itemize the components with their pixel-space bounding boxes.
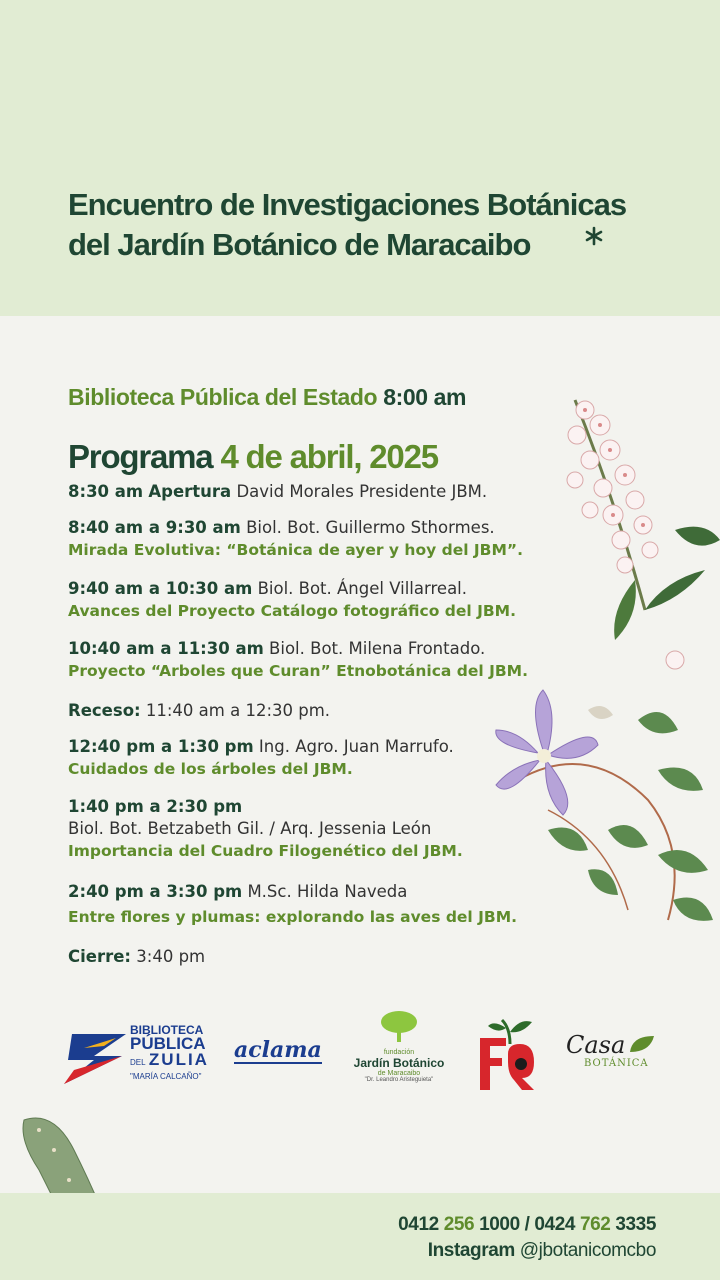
tree-icon bbox=[379, 1010, 419, 1044]
venue-place: Biblioteca Pública del Estado bbox=[68, 384, 378, 410]
botanica-text: BOTÁNICA bbox=[584, 1058, 649, 1069]
venue-time: 8:00 am bbox=[383, 384, 467, 410]
sponsor-logos bbox=[0, 1010, 720, 1100]
schedule-item bbox=[68, 701, 330, 720]
biblioteca-publica-zulia-logo bbox=[64, 1024, 214, 1090]
schedule-time: 2:40 pm a 3:30 pm bbox=[68, 882, 243, 901]
instagram-handle: @jbotanicomcbo bbox=[514, 1240, 656, 1261]
bpz-line-3: ZULIA bbox=[148, 1050, 209, 1069]
asterisk-icon bbox=[584, 226, 604, 246]
schedule-time: 8:40 am a 9:30 am bbox=[68, 518, 241, 537]
program-heading bbox=[68, 438, 438, 476]
phone-part: 3335 bbox=[610, 1214, 656, 1235]
bpz-del: DEL bbox=[130, 1058, 146, 1067]
page-title bbox=[68, 185, 688, 265]
schedule-topic: Cuidados de los árboles del JBM. bbox=[68, 760, 353, 778]
phone-numbers bbox=[398, 1212, 656, 1238]
white-flower-illustration-icon bbox=[555, 380, 720, 670]
program-date: 4 de abril, 2025 bbox=[220, 438, 438, 475]
header-band bbox=[0, 0, 720, 316]
schedule-item bbox=[68, 518, 523, 559]
contact-info bbox=[398, 1212, 656, 1264]
schedule-speaker: David Morales Presidente JBM. bbox=[231, 482, 488, 501]
schedule-speaker: Biol. Bot. Ángel Villarreal. bbox=[252, 579, 468, 598]
jbm-fundacion: fundación bbox=[383, 1049, 415, 1056]
schedule-item bbox=[68, 639, 528, 680]
aclama-logo: aclama bbox=[234, 1037, 322, 1063]
fa-logo bbox=[476, 1014, 542, 1094]
schedule-time: 10:40 am a 11:30 am bbox=[68, 639, 264, 658]
instagram-line bbox=[398, 1238, 656, 1264]
schedule-speaker: Biol. Bot. Guillermo Sthormes. bbox=[240, 518, 495, 537]
jbm-city: de Maracaibo bbox=[377, 1070, 421, 1077]
schedule-label: Receso: bbox=[68, 701, 141, 720]
title-organization: Jardín Botánico de Maracaibo bbox=[117, 227, 531, 262]
venue-line bbox=[68, 384, 466, 411]
leaf-icon bbox=[628, 1034, 656, 1054]
bpz-line-2: PÚBLICA bbox=[130, 1034, 206, 1053]
instagram-label: Instagram bbox=[427, 1240, 515, 1261]
jbm-name: Jardín Botánico bbox=[353, 1056, 445, 1070]
schedule-item bbox=[68, 882, 517, 926]
schedule-item bbox=[68, 482, 487, 501]
schedule-speaker: Ing. Agro. Juan Marrufo. bbox=[253, 737, 454, 756]
program-label: Programa bbox=[68, 438, 213, 475]
schedule-item bbox=[68, 797, 463, 860]
title-line-1: Encuentro de Investigaciones Botánicas bbox=[68, 187, 627, 222]
schedule-time: 12:40 pm a 1:30 pm bbox=[68, 737, 254, 756]
casa-text: Casa bbox=[566, 1031, 626, 1059]
schedule-time: 1:40 pm a 2:30 pm bbox=[68, 797, 243, 816]
fa-seedling-icon bbox=[476, 1014, 542, 1094]
title-line-2: del Jardín Botánico de Maracaibo bbox=[68, 227, 531, 262]
schedule-topic: Importancia del Cuadro Filogenético del JBM. bbox=[68, 842, 463, 860]
casa-botanica-logo bbox=[566, 1032, 656, 1082]
schedule-time: 8:30 am bbox=[68, 482, 144, 501]
schedule-speaker: 3:40 pm bbox=[131, 947, 206, 966]
phone-part: 0412 bbox=[398, 1214, 444, 1235]
bpz-line-4: "MARÍA CALCAÑO" bbox=[130, 1072, 202, 1081]
schedule-topic: Proyecto “Arboles que Curan” Etnobotánica del JBM. bbox=[68, 662, 528, 680]
jardin-botanico-logo bbox=[344, 1010, 454, 1100]
schedule-speaker: 11:40 am a 12:30 pm. bbox=[140, 701, 331, 720]
schedule-time: 9:40 am a 10:30 am bbox=[68, 579, 253, 598]
schedule-speaker: Biol. Bot. Milena Frontado. bbox=[263, 639, 486, 658]
phone-part: 256 bbox=[443, 1214, 475, 1235]
bpz-text bbox=[130, 1024, 209, 1083]
phone-part: 762 bbox=[579, 1214, 611, 1235]
schedule-label: Cierre: bbox=[68, 947, 132, 966]
schedule-item bbox=[68, 947, 205, 966]
phone-part: 1000 / 0424 bbox=[474, 1214, 580, 1235]
schedule-topic: Mirada Evolutiva: “Botánica de ayer y hoy del JBM”. bbox=[68, 541, 523, 559]
schedule-topic: Entre flores y plumas: explorando las aves del JBM. bbox=[68, 908, 518, 926]
schedule-topic: Avances del Proyecto Catálogo fotográfico del JBM. bbox=[68, 602, 516, 620]
schedule-speaker: M.Sc. Hilda Naveda bbox=[242, 882, 408, 901]
zulia-flag-icon bbox=[64, 1030, 130, 1086]
schedule-item bbox=[68, 737, 454, 778]
bpz-line-1: BIBLIOTECA bbox=[130, 1023, 204, 1037]
purple-flower-illustration-icon bbox=[488, 680, 720, 930]
schedule-item bbox=[68, 579, 516, 620]
schedule-speaker: Biol. Bot. Betzabeth Gil. / Arq. Jessenia León bbox=[68, 819, 432, 838]
jbm-person: "Dr. Leandro Aristeguieta" bbox=[364, 1077, 434, 1083]
schedule-label: Apertura bbox=[148, 482, 232, 501]
